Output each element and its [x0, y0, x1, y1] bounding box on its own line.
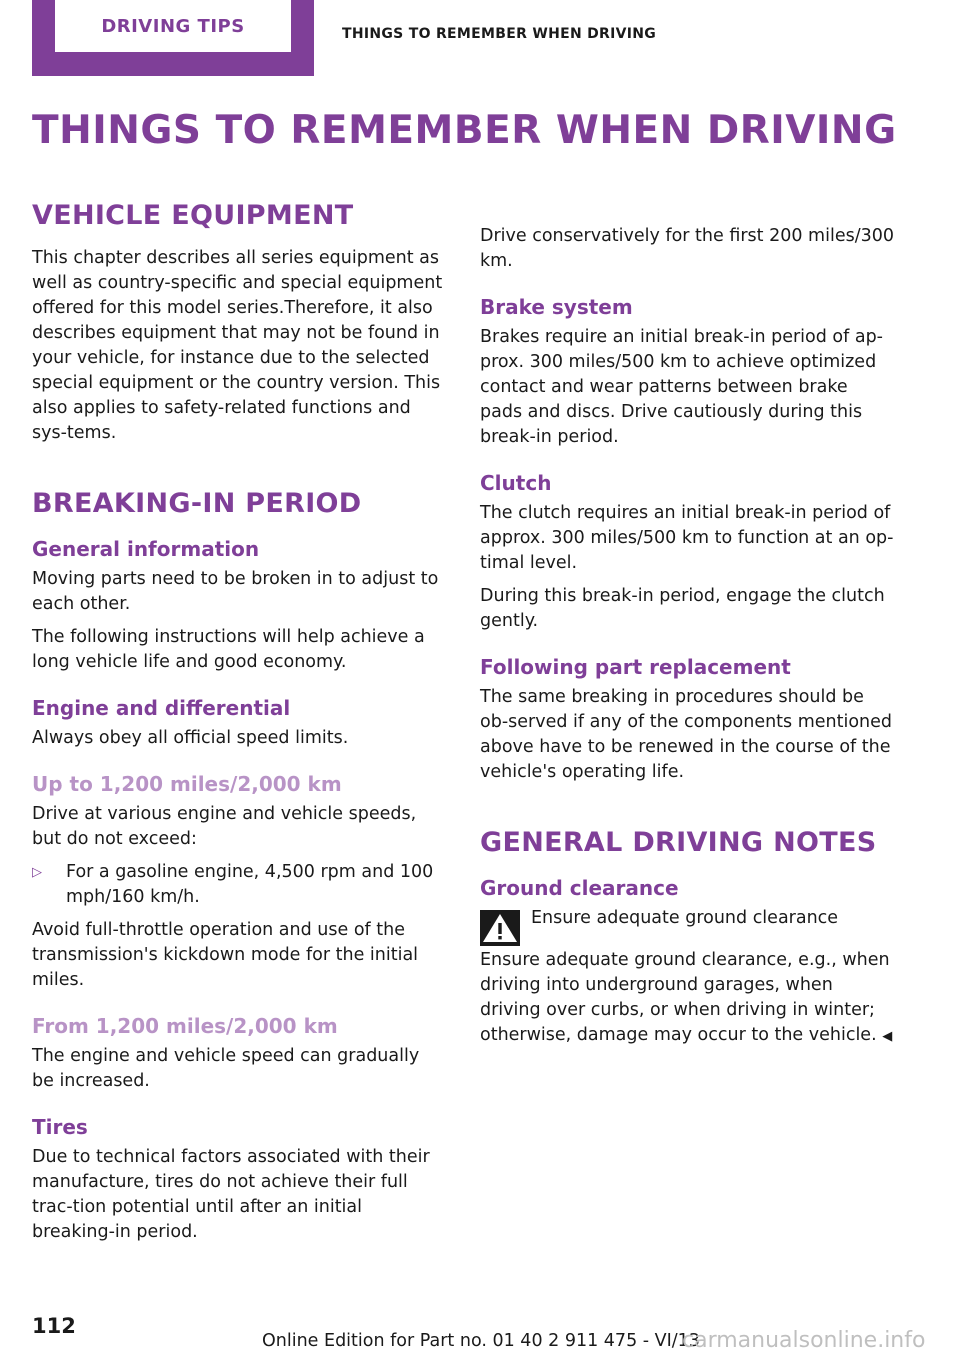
from-1200-p1: The engine and vehicle speed can gradually be increased.	[32, 1046, 420, 1091]
warning-title: Ensure adequate ground clearance	[531, 908, 839, 928]
up-to-1200-p1: Drive at various engine and vehicle speeds, but do not exceed:	[32, 804, 417, 849]
engine-differential-p1: Always obey all official speed limits.	[32, 728, 349, 748]
watermark: carmanualsonline.info	[682, 1328, 926, 1353]
heading-from-1200: From 1,200 miles/2,000 km	[32, 1014, 338, 1038]
triangle-bullet-icon: ▷	[32, 865, 42, 880]
heading-vehicle-equipment: VEHICLE EQUIPMENT	[32, 200, 354, 231]
section-tab-label: DRIVING TIPS	[55, 0, 291, 52]
left-column	[32, 196, 446, 1253]
warning-triangle-icon	[480, 910, 520, 946]
list-item	[32, 860, 446, 910]
brake-system-p1: Brakes require an initial break-in period of ap‐prox. 300 miles/500 km to achieve optimized contact and wear patterns between brake pads and discs. Drive cautiously during this break-in period.	[480, 327, 883, 447]
edition-footer: Online Edition for Part no. 01 40 2 911 475 - VI/13	[262, 1331, 700, 1351]
up-to-1200-p2: Avoid full-throttle operation and use of the transmission's kickdown mode for the initial miles.	[32, 920, 419, 990]
tires-p1: Due to technical factors associated with their manufacture, tires do not achieve their full trac‐tion potential until after an initial breaking-in period.	[32, 1147, 430, 1242]
chapter-header-title: THINGS TO REMEMBER WHEN DRIVING	[342, 26, 657, 42]
heading-tires: Tires	[32, 1115, 88, 1139]
warning-text: Ensure adequate ground clearance, e.g., when driving into underground garages, when driving over curbs, or when driving in winter; otherwise, damage may occur to the vehicle.	[480, 950, 890, 1045]
heading-up-to-1200: Up to 1,200 miles/2,000 km	[32, 772, 342, 796]
clutch-p1: The clutch requires an initial break-in period of approx. 300 miles/500 km to function at an op‐timal level.	[480, 503, 894, 573]
page-number: 112	[32, 1314, 76, 1338]
general-information-p2: The following instructions will help achieve a long vehicle life and good economy.	[32, 627, 425, 672]
heading-brake-system: Brake system	[480, 295, 633, 319]
section-tab[interactable]	[32, 0, 314, 76]
heading-engine-differential: Engine and differential	[32, 696, 291, 720]
right-column	[480, 196, 894, 1057]
warning-text-block	[480, 948, 894, 1049]
heading-ground-clearance: Ground clearance	[480, 876, 679, 900]
end-marker-icon: ◀	[882, 1029, 893, 1044]
heading-clutch: Clutch	[480, 471, 552, 495]
heading-part-replacement: Following part replacement	[480, 655, 791, 679]
clutch-p2: During this break-in period, engage the clutch gently.	[480, 586, 885, 631]
warning-block	[480, 906, 894, 946]
vehicle-equipment-text: This chapter describes all series equipment as well as country-specific and special equipment offered for this model series.Therefore, it also describes equipment that may not be found in your vehicle, for instance due to the selected special equipment or the country version. This also applies to safety-related functions and sys‐tems.	[32, 248, 443, 443]
part-replacement-p1: The same breaking in procedures should be ob‐served if any of the components mentioned above have to be renewed in the course of the vehicle's operating life.	[480, 687, 893, 782]
heading-breaking-in: BREAKING-IN PERIOD	[32, 488, 362, 519]
heading-general-information: General information	[32, 537, 260, 561]
page-title: THINGS TO REMEMBER WHEN DRIVING	[32, 108, 897, 153]
general-information-p1: Moving parts need to be broken in to adjust to each other.	[32, 569, 439, 614]
tires-p2: Drive conservatively for the first 200 miles/300 km.	[480, 226, 895, 271]
heading-general-driving: GENERAL DRIVING NOTES	[480, 827, 877, 858]
bullet-text: For a gasoline engine, 4,500 rpm and 100 mph/160 km/h.	[66, 862, 434, 907]
